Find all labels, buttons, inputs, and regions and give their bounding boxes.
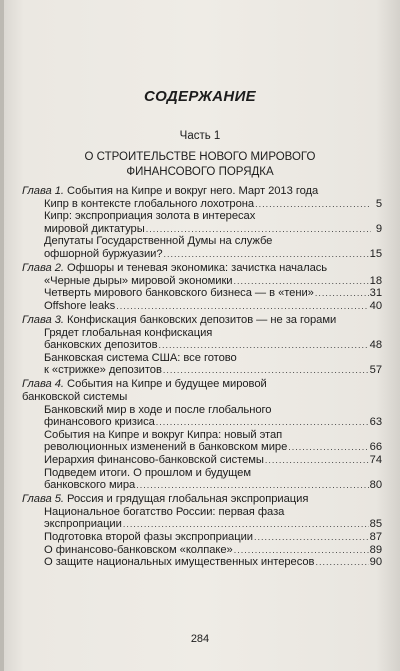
toc-section-entry: [22, 352, 382, 377]
toc-section-entry: [22, 327, 382, 352]
toc-entry-text: [44, 544, 233, 557]
toc-section-entry: [22, 544, 382, 557]
toc-entry-line: [22, 262, 382, 275]
toc-page-number: 85: [369, 518, 382, 531]
toc-entry-text: [44, 300, 115, 313]
toc-entry-title: Кипр: экспроприация золота в интересах: [44, 210, 256, 223]
toc-entry-line: [44, 223, 382, 236]
dot-leader: [146, 223, 371, 236]
toc-entry-line: [44, 352, 382, 365]
toc-entry-title: Подготовка второй фазы экспроприации: [44, 531, 253, 544]
chapter-label: Глава 2.: [22, 262, 64, 275]
toc-entry-text: [44, 479, 135, 492]
toc-section-entry: [22, 404, 382, 429]
toc-entry-line: [44, 198, 382, 211]
toc-entry-line: [44, 556, 382, 569]
toc-entry-title: офшорной буржуазии?: [44, 247, 163, 260]
toc-chapter-entry: [22, 493, 382, 506]
dot-leader: [159, 339, 369, 352]
toc-entry-title: События на Кипре и будущее мировой: [67, 378, 267, 391]
toc-entry-title: Банковский мир в ходе и после глобального: [44, 403, 272, 416]
toc-entry-title: Иерархия финансово-банковской системы: [44, 453, 264, 466]
toc-entry-line: [44, 479, 382, 492]
toc-entry-title: О финансово-банковском «колпаке»: [44, 543, 233, 556]
toc-entry-line: [44, 300, 382, 313]
dot-leader: [116, 300, 368, 313]
toc-entry-line: [44, 364, 382, 377]
toc-entry-line: [22, 378, 382, 391]
toc-entry-line: [44, 454, 382, 467]
toc-page-number: 40: [369, 299, 382, 312]
toc-section-entry: [22, 235, 382, 260]
toc-entry-line: [44, 404, 382, 417]
toc-entry-title: «Черные дыры» мировой экономики: [44, 274, 233, 287]
dot-leader: [234, 544, 369, 557]
toc-entry-line: [44, 339, 382, 352]
chapter-label: Глава 3.: [22, 313, 64, 326]
toc-entry-title: мировой диктатуры: [44, 222, 145, 235]
toc-entry-line: [44, 467, 382, 480]
toc-entry-title: Депутаты Государственной Думы на службе: [44, 235, 273, 248]
toc-entry-title: Подведем итоги. О прошлом и будущем: [44, 466, 251, 479]
dot-leader: [288, 441, 368, 454]
toc-entry-text: [44, 364, 162, 377]
toc-section-entry: [22, 300, 382, 313]
toc-entry-text: [44, 518, 122, 531]
part-label: Часть 1: [179, 130, 221, 142]
dot-leader: [123, 518, 369, 531]
chapter-label: Глава 4.: [22, 378, 64, 391]
toc-entry-line: [44, 275, 382, 288]
chapter-label: Глава 5.: [22, 493, 64, 506]
toc-section-entry: [22, 210, 382, 235]
toc-entry-text: [44, 287, 314, 300]
part-title: [0, 150, 400, 180]
toc-chapter-entry: [22, 314, 382, 327]
toc-entry-line: [44, 429, 382, 442]
page-number: 284: [190, 633, 210, 645]
toc-entry-text: [44, 416, 155, 429]
toc-entry-title: Грядет глобальная конфискация: [44, 326, 213, 339]
toc-page-number: 48: [369, 339, 382, 352]
dot-leader: [265, 454, 369, 467]
toc-page-number: 89: [369, 543, 382, 556]
toc-entry-line: [44, 441, 382, 454]
toc-entry-title: Offshore leaks: [44, 299, 116, 312]
toc-entry-text: [44, 454, 264, 467]
toc-chapter-entry: [22, 378, 382, 403]
toc-entry-title: Конфискация банковских депозитов — не за горами: [67, 313, 337, 326]
toc-entry-title: финансового кризиса: [44, 416, 155, 429]
dot-leader: [164, 248, 369, 261]
toc-page-number: 63: [369, 416, 382, 429]
toc-entry-title: Россия и грядущая глобальная экспроприация: [67, 493, 309, 506]
dot-leader: [163, 364, 369, 377]
toc-entry-text: [44, 198, 254, 211]
toc-entry-title: экспроприации: [44, 518, 122, 531]
toc-entry-title: События на Кипре и вокруг него. Март 2013 года: [67, 185, 319, 197]
toc-entry-line: [44, 210, 382, 223]
toc-entry-title: Кипр в контексте глобального лохотрона: [44, 197, 255, 210]
toc-entry-line: [22, 313, 382, 327]
toc-page-number: 66: [369, 441, 382, 454]
toc-entry-line: [22, 185, 382, 198]
toc-section-entry: [22, 556, 382, 569]
part-title-line: О СТРОИТЕЛЬСТВЕ НОВОГО МИРОВОГО: [84, 151, 316, 163]
toc-section-entry: [22, 454, 382, 467]
toc-entry-text: [44, 339, 158, 352]
toc-entry-title: банковского мира: [44, 479, 136, 492]
toc-entry-title: банковских депозитов: [44, 339, 158, 352]
toc-entry-line: [22, 391, 382, 404]
toc-section-entry: [22, 275, 382, 288]
toc-page-number: 80: [369, 479, 382, 492]
toc-page-number: 74: [369, 453, 382, 466]
chapter-label: Глава 1.: [22, 185, 64, 197]
toc-entry-line: [22, 493, 382, 506]
contents-heading: СОДЕРЖАНИЕ: [144, 88, 256, 105]
toc-page-number: 57: [369, 364, 382, 377]
toc-section-entry: [22, 506, 382, 531]
toc-entry-title: Национальное богатство России: первая фаза: [44, 505, 285, 518]
toc-entry-text: [44, 531, 253, 544]
part-title-line: ФИНАНСОВОГО ПОРЯДКА: [126, 166, 274, 178]
toc-section-entry: [22, 198, 382, 211]
toc-entry-title: События на Кипре и вокруг Кипра: новый этап: [44, 428, 283, 441]
toc-entry-title: революционных изменений в банковском мире: [44, 441, 288, 454]
toc-entry-title: Офшоры и теневая экономика: зачистка началась: [67, 262, 328, 275]
toc-page-number: 18: [369, 274, 382, 287]
toc-section-entry: [22, 287, 382, 300]
toc-entry-line: [44, 506, 382, 519]
dot-leader: [315, 287, 369, 300]
dot-leader: [254, 531, 369, 544]
toc-entry-text: [44, 223, 145, 236]
toc-page-number: 31: [369, 287, 382, 300]
toc-section-entry: [22, 531, 382, 544]
toc-page-number: 90: [369, 556, 382, 569]
toc-entry-line: [44, 327, 382, 340]
toc-chapter-entry: [22, 185, 382, 198]
toc-entry-line: [44, 248, 382, 261]
toc-entry-line: [44, 416, 382, 429]
toc-page-number: 5: [375, 197, 382, 210]
toc-section-entry: [22, 429, 382, 454]
dot-leader: [315, 556, 368, 569]
toc-page-number: 9: [375, 222, 382, 235]
toc-entry-line: [44, 518, 382, 531]
toc-chapter-entry: [22, 262, 382, 275]
toc-entry-text: [44, 248, 163, 261]
toc-entry-title: к «стрижке» депозитов: [44, 364, 162, 377]
toc-entry-text: [44, 441, 287, 454]
toc-section-entry: [22, 467, 382, 492]
toc-entry-title: О защите национальных имущественных интересов: [44, 556, 315, 569]
dot-leader: [136, 479, 368, 492]
toc-entry-line: [44, 544, 382, 557]
toc-entry-text: [44, 556, 314, 569]
toc-entry-title: Банковская система США: все готово: [44, 351, 237, 364]
toc-page-number: 87: [369, 531, 382, 544]
dot-leader: [234, 275, 369, 288]
toc-page-number: 15: [369, 247, 382, 260]
toc-entry-line: [44, 287, 382, 300]
toc-entry-line: [44, 531, 382, 544]
table-of-contents: [22, 185, 382, 569]
dot-leader: [156, 416, 369, 429]
toc-entry-title: банковской системы: [22, 391, 128, 403]
toc-entry-text: [44, 275, 233, 288]
dot-leader: [255, 198, 371, 211]
toc-entry-title: Четверть мирового банковского бизнеса — в «тени»: [44, 287, 314, 300]
toc-entry-line: [44, 235, 382, 248]
